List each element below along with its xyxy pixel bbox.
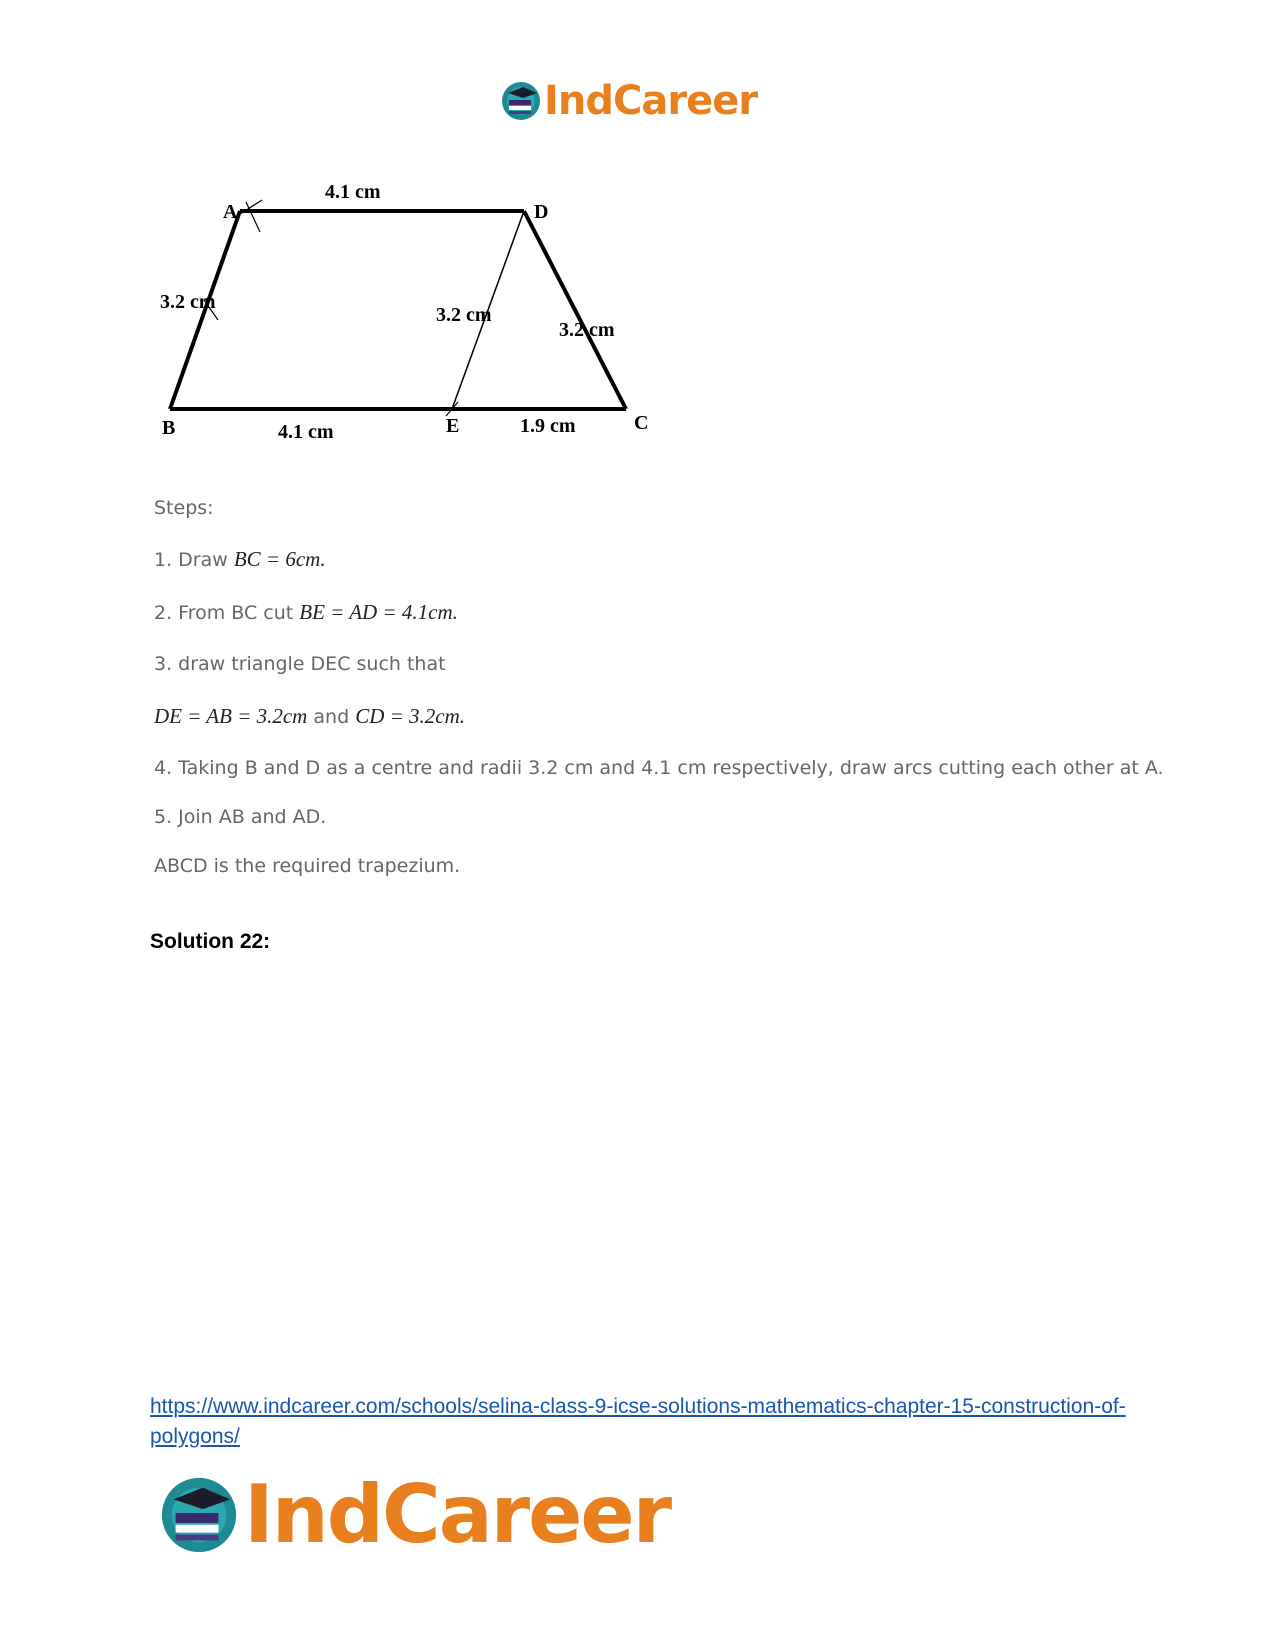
side-cd bbox=[524, 211, 626, 409]
logo-emblem-icon bbox=[158, 1474, 240, 1556]
vertex-label-d: D bbox=[534, 201, 549, 223]
steps-heading: Steps: bbox=[154, 497, 214, 519]
solution-heading: Solution 22: bbox=[150, 930, 271, 953]
conclusion: ABCD is the required trapezium. bbox=[154, 855, 461, 877]
step-3: 3. draw triangle DEC such that bbox=[154, 653, 446, 675]
step-3-and: and bbox=[313, 706, 350, 728]
step-3-condition bbox=[154, 704, 465, 729]
step-1-math: BC = 6cm. bbox=[233, 547, 326, 571]
step-3-math-2: CD = 3.2cm. bbox=[355, 704, 466, 728]
footer-logo bbox=[158, 1468, 670, 1561]
logo-emblem-icon bbox=[500, 80, 542, 122]
step-5: 5. Join AB and AD. bbox=[154, 806, 327, 828]
vertex-label-c: C bbox=[634, 412, 649, 434]
step-2-math: BE = AD = 4.1cm. bbox=[299, 600, 458, 624]
source-link[interactable]: https://www.indcareer.com/schools/selina-class-9-icse-solutions-mathematics-chapter-15-construction-of-polygons/ bbox=[150, 1395, 1126, 1448]
step-1 bbox=[154, 547, 326, 572]
header-logo bbox=[500, 78, 757, 124]
step-3-math-1: DE = AB = 3.2cm bbox=[154, 704, 308, 728]
logo-text: IndCareer bbox=[244, 1468, 671, 1561]
measure-de: 3.2 cm bbox=[436, 304, 492, 326]
trapezium-figure bbox=[150, 180, 710, 470]
measure-ab: 3.2 cm bbox=[160, 291, 216, 313]
measure-ad: 4.1 cm bbox=[325, 181, 381, 203]
arc-mark-a1 bbox=[246, 202, 260, 232]
measure-cd: 3.2 cm bbox=[559, 319, 615, 341]
step-2 bbox=[154, 600, 458, 625]
measure-ec: 1.9 cm bbox=[520, 415, 576, 437]
logo-text: IndCareer bbox=[544, 78, 758, 124]
step-4: 4. Taking B and D as a centre and radii 3.2 cm and 4.1 cm respectively, draw arcs cutting each other at A. bbox=[154, 757, 1164, 779]
measure-be: 4.1 cm bbox=[278, 421, 334, 443]
vertex-label-a: A bbox=[223, 201, 238, 223]
vertex-label-e: E bbox=[446, 415, 460, 437]
step-1-text: 1. Draw bbox=[154, 549, 228, 571]
step-2-text: 2. From BC cut bbox=[154, 602, 294, 624]
vertex-label-b: B bbox=[162, 417, 176, 439]
